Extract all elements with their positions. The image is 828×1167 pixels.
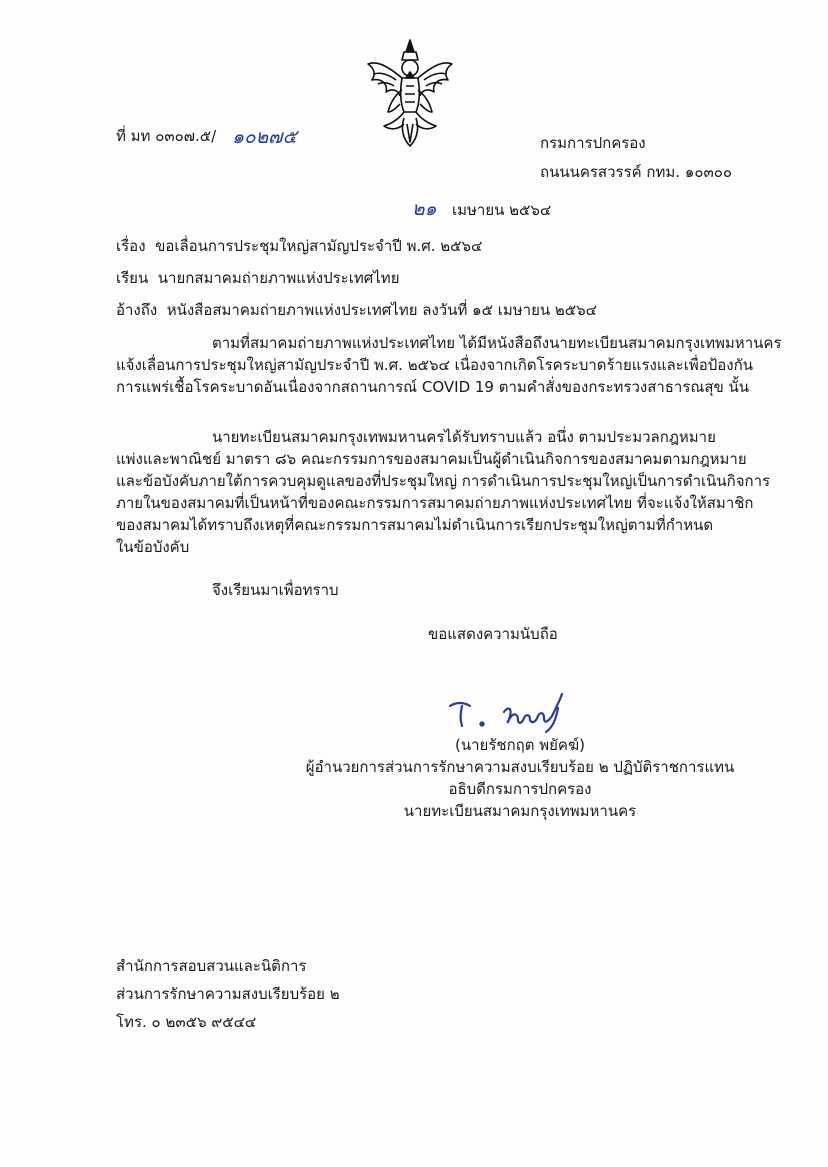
closing-line: จึงเรียนมาเพื่อทราบ	[212, 581, 339, 599]
paragraph-line: แพ่งและพาณิชย์ มาตรา ๘๖ คณะกรรมการของสมาคมเป็นผู้ดำเนินกิจการของสมาคมตามกฎหมาย	[116, 450, 747, 468]
paragraph-line: ของสมาคมได้ทราบถึงเหตุที่คณะกรรมการสมาคมไม่ดำเนินการเรียกประชุมใหญ่ตามที่กำหนด	[116, 516, 714, 534]
body-paragraph-2	[116, 426, 771, 558]
signer-title-2: อธิบดีกรมการปกครอง	[448, 780, 592, 798]
reference-text: หนังสือสมาคมถ่ายภาพแห่งประเทศไทย ลงวันที่ ๑๕ เมษายน ๒๕๖๔	[166, 301, 598, 319]
ref-number-handwritten: ๑๐๒๗๕	[232, 126, 297, 148]
footer-division: ส่วนการรักษาความสงบเรียบร้อย ๒	[116, 985, 340, 1003]
date-day-handwritten: ๒๑	[412, 198, 437, 220]
date-month-year: เมษายน ๒๕๖๔	[452, 201, 552, 219]
paragraph-line: แจ้งเลื่อนการประชุมใหญ่สามัญประจำปี พ.ศ. ๒๕๖๔ เนื่องจากเกิดโรคระบาดร้ายแรงและเพื่อป้องกัน	[116, 356, 753, 374]
signer-block	[300, 734, 740, 822]
garuda-emblem-icon	[360, 38, 460, 148]
signer-name: (นายรัชกฤต พยัคฆ์)	[455, 736, 585, 754]
paragraph-line: และข้อบังคับภายใต้การควบคุมดูแลของที่ประชุมใหญ่ การดำเนินการประชุมใหญ่เป็นการดำเนินกิจการ	[116, 472, 771, 490]
reference-label: อ้างถึง	[116, 301, 158, 319]
signer-title-3: นายทะเบียนสมาคมกรุงเทพมหานคร	[403, 802, 637, 820]
subject-label: เรื่อง	[116, 237, 146, 255]
handwritten-signature	[448, 688, 578, 734]
body-paragraph-1	[116, 332, 782, 398]
sender-org: กรมการปกครอง	[540, 134, 646, 152]
paragraph-line: ในข้อบังคับ	[116, 538, 190, 556]
recipient-line	[116, 268, 399, 288]
sender-address: ถนนนครสวรรค์ กทม. ๑๐๓๐๐	[540, 163, 733, 181]
paragraph-line: นายทะเบียนสมาคมกรุงเทพมหานครได้รับทราบแล้ว อนึ่ง ตามประมวลกฎหมาย	[212, 428, 716, 446]
subject-text: ขอเลื่อนการประชุมใหญ่สามัญประจำปี พ.ศ. ๒๕๖๔	[155, 237, 483, 255]
signer-title-1: ผู้อำนวยการส่วนการรักษาความสงบเรียบร้อย ๒ ปฏิบัติราชการแทน	[305, 758, 735, 776]
recipient-text: นายกสมาคมถ่ายภาพแห่งประเทศไทย	[157, 269, 400, 287]
paragraph-line: ตามที่สมาคมถ่ายภาพแห่งประเทศไทย ได้มีหนังสือถึงนายทะเบียนสมาคมกรุงเทพมหานคร	[212, 334, 782, 352]
subject-line	[116, 236, 482, 256]
ref-number-printed: ที่ มท ๐๓๐๗.๕/	[116, 127, 217, 145]
footer-department: สำนักการสอบสวนและนิติการ	[116, 957, 307, 975]
salutation: ขอแสดงความนับถือ	[428, 625, 558, 643]
recipient-label: เรียน	[116, 269, 149, 287]
footer-phone: โทร. ๐ ๒๓๕๖ ๙๕๔๔	[116, 1013, 257, 1031]
reference-line	[116, 300, 597, 320]
paragraph-line: ภายในของสมาคมที่เป็นหน้าที่ของคณะกรรมการสมาคมถ่ายภาพแห่งประเทศไทย ที่จะแจ้งให้สมาชิก	[116, 494, 754, 512]
paragraph-line: การแพร่เชื้อโรคระบาดอันเนื่องจากสถานการณ์ COVID 19 ตามคำสั่งของกระทรวงสาธารณสุข นั้น	[116, 378, 750, 396]
